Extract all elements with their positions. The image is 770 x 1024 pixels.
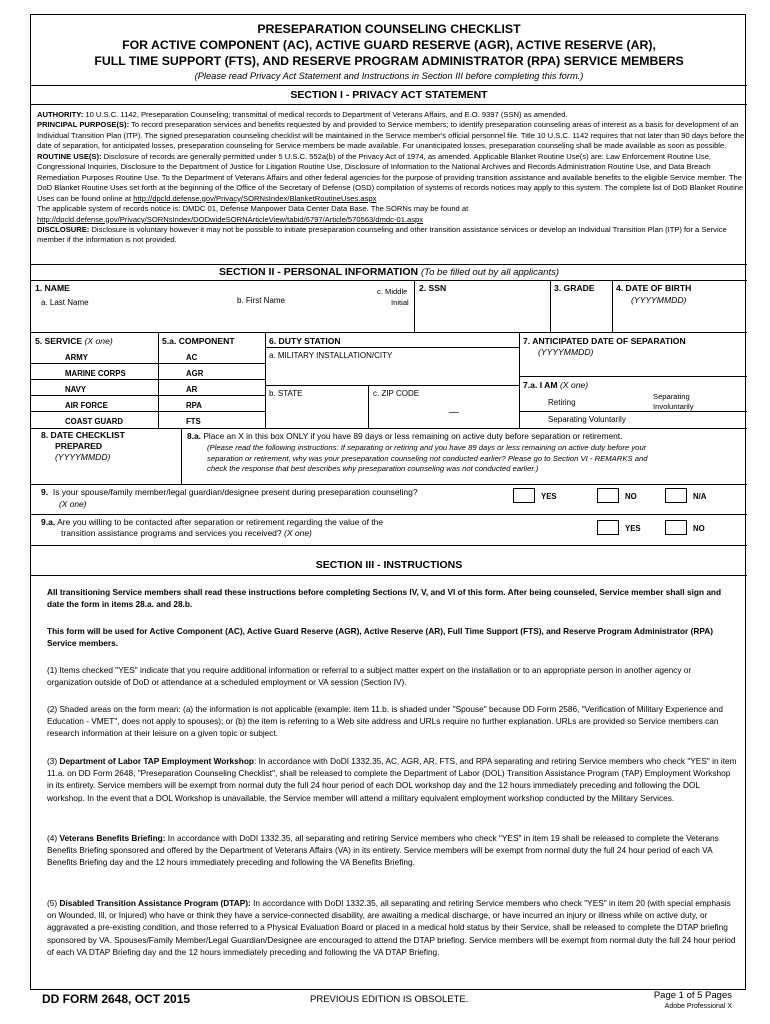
instruction-4-lead: (4) [47, 833, 60, 843]
dmdc-sorn-link[interactable]: http://dpcld.defense.gov/Privacy/SORNsIndex/DODwideSORNArticleView/tabid/6797/Article/570563/dmdc-01.aspx [37, 214, 424, 224]
service-option-air-force[interactable]: AIR FORCE [65, 401, 108, 410]
middle-initial-label-2: Initial [391, 298, 409, 307]
divider [31, 332, 747, 333]
q9-no-checkbox[interactable] [597, 488, 619, 503]
zip-dash: — [449, 407, 459, 418]
iam-label [523, 380, 588, 390]
service-note: (X one) [84, 336, 113, 346]
instruction-3 [47, 755, 737, 804]
q9-no-label: NO [625, 492, 637, 501]
divider [158, 395, 265, 396]
divider [31, 575, 747, 576]
divider [31, 411, 158, 412]
instruction-1: (1) Items checked "YES" indicate that you require additional information or referral to a subject matter expert on the installation or to an appropriate person in another agency or organization outside of DoD or attendance at a scheduled employment or VA session (Section IV). [47, 665, 692, 688]
section2-title-text: SECTION II - PERSONAL INFORMATION [218, 266, 419, 278]
authority-text: 10 U.S.C. 1142, Preseparation Counseling; transmittal of medical records to Department of Veterans Affairs, and E.O. 9397 (SSN) as amended. [83, 110, 568, 119]
item-8a[interactable] [187, 431, 622, 441]
form-number: DD FORM 2648, OCT 2015 [42, 992, 191, 1006]
q9-na-label: N/A [693, 492, 707, 501]
date-prepared-label [41, 430, 125, 452]
instruction-5-text: In accordance with DoDI 1332.35, all separating and retiring Service members who check "YES" in item 20 (with special emphasis on Wounded, Ill, or Injured) who have or think they have a service-connected disability, are awaiting a medical discharge, or have incurred an injury or illness while on active duty, or aggravated a pre-existing condition, and those referred to a Physical Evaluation Board or placed in a medical hold status by their Service, shall be released to complete the DTAP briefing sponsored by VA. Spouses/Family Member/Legal Guardian/Designee are encouraged to attend the DTAP briefing. Service members will be exempt from normal duty the full 24 hour period of each VA DTAP Briefing day and the 12 hours immediately preceding and following the VA DTAP Briefing. [47, 898, 736, 957]
component-option-fts[interactable]: FTS [186, 417, 201, 426]
component-option-ar[interactable]: AR [186, 385, 198, 394]
disclosure-text: Disclosure is voluntary however it may not be possible to initiate preseparation counseling and other transition assistance services or develop an Individual Transition Plan (ITP) for a Service member if the information is not provided. [37, 224, 727, 245]
dob-label: 4. DATE OF BIRTH [616, 283, 692, 293]
component-option-agr[interactable]: AGR [186, 369, 204, 378]
service-option-marine-corps[interactable]: MARINE CORPS [65, 369, 126, 378]
name-label: 1. NAME [35, 283, 70, 293]
divider [31, 264, 747, 265]
divider [519, 376, 747, 377]
divider [519, 411, 747, 412]
question-9a [41, 517, 383, 539]
q9a-no-checkbox[interactable] [665, 520, 687, 535]
divider [550, 280, 551, 332]
dob-format: (YYYYMMDD) [631, 295, 687, 305]
duty-station-label: 6. DUTY STATION [269, 336, 341, 346]
divider [414, 280, 415, 332]
q9a-text-line2: transition assistance programs and services you received? [61, 528, 282, 538]
instruction-5-heading: Disabled Transition Assistance Program (DTAP): [59, 898, 251, 908]
iam-note: (X one) [559, 380, 589, 390]
purpose-text: To record preseparation services and benefits requested by and provided to Service members; to identify preseparation counseling areas of interest as a basis for development of an Individual Transition Plan (ITP). The signed preseparation counseling checklist will be maintained in the Service member's official personnel file. Title 10 U.S.C. 1142 requires that not later than 90 days before the date of separation, for anticipated losses, preseparation counseling for Service members be made available. For unanticipated losses, preseparation counseling shall be made available as soon as possible. [37, 120, 745, 151]
first-name-label: b. First Name [237, 296, 286, 305]
q9-yes-checkbox[interactable] [513, 488, 535, 503]
authority-label: AUTHORITY: [37, 110, 84, 119]
service-label [35, 336, 113, 346]
divider [31, 85, 747, 86]
instruction-4-text: In accordance with DoDI 1332.35, all separating and retiring Service members who check "YES" in item 19 shall be released to complete the Veterans Benefits Briefing sponsored and offered by the Department of Veterans Affairs (VA) in its entirety. Service members will be exempt from normal duty the full 24 hour period of each VA Benefits Briefing day and the 12 hours immediately preceding and following the VA Benefits Briefing. [47, 833, 719, 868]
section2-title [31, 266, 747, 278]
divider [31, 379, 158, 380]
instruction-3-lead: (3) [47, 756, 60, 766]
routine-text: Disclosure of records are generally permitted under 5 U.S.C. 552a(b) of the Privacy Act of 1974, as amended. Applicable Blanket Routine Use(s) are: Law Enforcement Routine Use, Congressional Inquiries, Disclosure to the Department of Justice for Litigation Routine Use, Disclosure of Information to the National Archives and Records Administration Routine Use, and Data Breach Remediation Purposes Routine Use. To the Department of Veterans Affairs and other federal agencies for the purpose of providing transition assistance and available benefits to the eligible Service member. The DoD Blanket Routine Uses set forth at the beginning of the Office of the Secretary of Defense (OSD) compilation of systems of records notices may apply to this system. The complete list of DoD Blanket Routine Uses can be found online at [37, 151, 744, 203]
date-prepared-line2: PREPARED [55, 441, 103, 451]
software-note: Adobe Professional X [664, 1003, 732, 1010]
service-label-text: 5. SERVICE [35, 336, 83, 346]
instruction-4-heading: Veterans Benefits Briefing: [59, 833, 166, 843]
form-title-line1: PRESEPARATION COUNSELING CHECKLIST [257, 22, 521, 36]
disclosure-label: DISCLOSURE: [37, 224, 90, 234]
instruction-4 [47, 832, 737, 869]
q9a-label: 9.a. [41, 517, 56, 527]
item-8a-text: Place an X in this box ONLY if you have 89 days or less remaining on active duty before separation or retirement. [203, 431, 623, 441]
item-8a-note [207, 443, 648, 475]
q9-na-checkbox[interactable] [665, 488, 687, 503]
divider [181, 428, 182, 484]
date-prepared-line1: 8. DATE CHECKLIST [41, 430, 125, 440]
obsolete-note: PREVIOUS EDITION IS OBSOLETE. [310, 994, 469, 1005]
q9-label: 9. [41, 487, 49, 497]
blanket-routine-uses-link[interactable]: http://dpcld.defense.gov/Privacy/SORNsIndex/BlanketRoutineUses.aspx [133, 193, 377, 203]
last-name-label: a. Last Name [41, 298, 89, 307]
sorn-text: The applicable system of records notice is: DMDC 01, Defense Manpower Data Center Data Base. The SORNs may be found at [37, 204, 469, 214]
divider [31, 280, 747, 281]
instruction-5 [47, 897, 737, 958]
item-8a-note-line2: separation or retirement, why was your preseparation counseling not conducted earlier? Please go to Section VI - REMARKS and [207, 453, 648, 463]
separating-involuntarily-label [653, 392, 694, 412]
instruction-5-lead: (5) [47, 898, 60, 908]
iam-label-text: 7.a. I AM [523, 380, 558, 390]
divider [158, 379, 265, 380]
installation-label: a. MILITARY INSTALLATION/CITY [269, 351, 393, 360]
service-option-coast-guard[interactable]: COAST GUARD [65, 417, 124, 426]
instruction-3-heading: Department of Labor TAP Employment Workshop [59, 756, 254, 766]
separating-voluntarily-label: Separating Voluntarily [548, 415, 626, 424]
date-prepared-format: (YYYYMMDD) [55, 452, 111, 462]
zip-label: c. ZIP CODE [373, 389, 420, 398]
form-page [30, 14, 746, 990]
divider [31, 104, 747, 105]
service-option-army[interactable]: ARMY [65, 353, 88, 362]
divider [158, 363, 265, 364]
separating-involuntarily-line2: Involuntarily [653, 402, 694, 411]
divider [158, 332, 159, 428]
divider [368, 385, 369, 428]
q9-note: (X one) [59, 499, 87, 509]
grade-label: 3. GRADE [554, 283, 595, 293]
q9-yes-label: YES [541, 492, 557, 501]
instruction-3-text: : In accordance with DoDI 1332.35, AC, AGR, AR, FTS, and RPA separating and retiring Service members who check "YES" in item 11.a. on DD Form 2648, "Preseparation Counseling Checklist", shall be released to complete the Department of Labor (DOL) Transition Assistance Program (TAP) Employment Workshop in its entirety. Service members will be exempt from normal duty the full 24 hour period of each DOL workshop day and the 12 hours immediately preceding and following the DOL workshop. In the event that a DOL Workshop is unavailable, the Service member will attend a military equivalent employment workshop conducted by the Military Services. [47, 756, 737, 803]
service-option-navy[interactable]: NAVY [65, 385, 87, 394]
divider [31, 545, 747, 546]
divider [158, 411, 265, 412]
divider [265, 347, 519, 348]
q9a-note: (X one) [284, 528, 312, 538]
divider [31, 428, 747, 429]
middle-initial-label: c. Middle [377, 287, 408, 296]
item-8a-note-line3: check the response that best describes why preseparation counseling was not conducted earlier.) [207, 464, 539, 473]
routine-label: ROUTINE USE(S): [37, 151, 102, 161]
state-label: b. STATE [269, 389, 303, 398]
divider [612, 280, 613, 332]
purpose-label: PRINCIPAL PURPOSE(S): [37, 120, 130, 130]
item-8a-label: 8.a. [187, 431, 201, 441]
q9a-text-line1: Are you willing to be contacted after separation or retirement regarding the value of the [57, 517, 384, 527]
instruction-2: (2) Shaded areas on the form mean: (a) the information is not applicable (example: item 11.b. is shaded under "Spouse" because DD Form 2586, "Verification of Military Experience and Education - VMET", does not apply to spouses); or (b) the item is referring to a Web site address and URLs require no further explanation. URLs are provided so Service members can research information at their leisure on a given topic or subject. [47, 704, 724, 739]
separation-date-format: (YYYYMMDD) [538, 347, 594, 357]
q9-text: Is your spouse/family member/legal guardian/designee present during preseparation counseling? [52, 487, 418, 497]
ssn-label: 2. SSN [419, 283, 447, 293]
form-note: (Please read Privacy Act Statement and Instructions in Section III before completing this form.) [194, 71, 584, 81]
separation-date-label: 7. ANTICIPATED DATE OF SEPARATION [523, 336, 686, 346]
component-option-ac[interactable]: AC [186, 353, 198, 362]
q9a-yes-label: YES [625, 524, 641, 533]
privacy-act-statement [37, 110, 745, 246]
divider [31, 484, 747, 485]
instructions-intro-2: This form will be used for Active Component (AC), Active Guard Reserve (AGR), Active Reserve (AR), Full Time Support (FTS), and Reserve Program Administrator (RPA) Service members. [47, 626, 714, 649]
section2-title-note: (To be filled out by all applicants) [421, 267, 560, 278]
section1-title: SECTION I - PRIVACY ACT STATEMENT [290, 89, 488, 101]
separating-involuntarily-line1: Separating [653, 392, 690, 401]
item-8a-note-line1: (Please read the following instructions: If separating or retiring and you have 89 days or less remaining on active duty before your [207, 443, 647, 452]
divider [31, 395, 158, 396]
q9a-yes-checkbox[interactable] [597, 520, 619, 535]
form-title-line2: FOR ACTIVE COMPONENT (AC), ACTIVE GUARD RESERVE (AGR), ACTIVE RESERVE (AR), [122, 38, 656, 52]
component-option-rpa[interactable]: RPA [186, 401, 202, 410]
divider [31, 363, 158, 364]
component-label: 5.a. COMPONENT [162, 336, 235, 346]
divider [31, 514, 747, 515]
section3-title: SECTION III - INSTRUCTIONS [315, 559, 463, 571]
page-number: Page 1 of 5 Pages [653, 990, 732, 1001]
divider [519, 332, 520, 428]
q9a-no-label: NO [693, 524, 705, 533]
question-9 [41, 487, 418, 497]
divider [265, 385, 519, 386]
form-title-line3: FULL TIME SUPPORT (FTS), AND RESERVE PROGRAM ADMINISTRATOR (RPA) SERVICE MEMBERS [94, 54, 684, 68]
instructions-intro-1: All transitioning Service members shall read these instructions before completing Sections IV, V, and VI of this form. After being counseled, Service member shall sign and date the form in items 28.a. and 28.b. [47, 587, 722, 610]
retiring-label: Retiring [548, 398, 576, 407]
